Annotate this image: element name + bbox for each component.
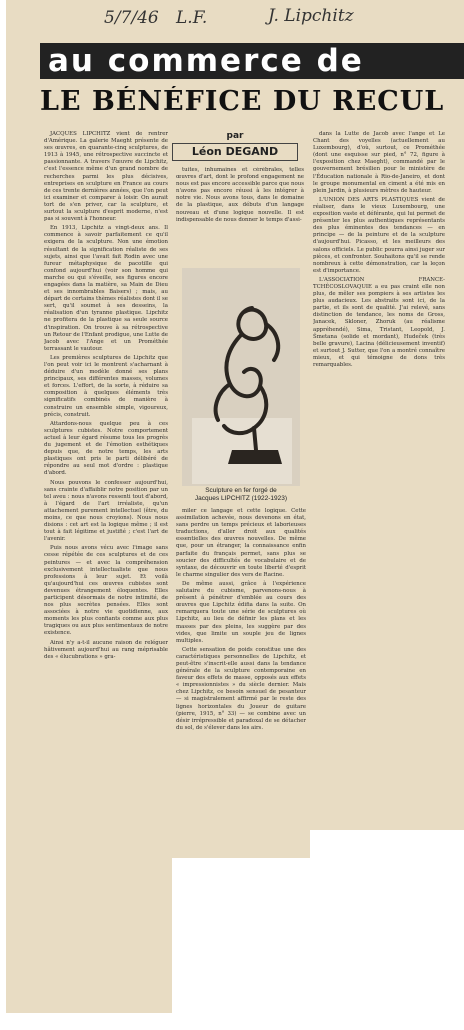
- section-banner: au commerce de: [40, 43, 464, 79]
- column-middle-bottom: [176, 508, 306, 854]
- column-middle-top: [176, 167, 304, 263]
- paragraph: tuites, inhumaines et cérébrales, telles œuvres d'art, dont le profond engagement ne nous est pas encore accessible parce que nous n'avons pas encore réussi à les intégrer à notre vie. Nous avons tous, dans le domaine de la plastique, aux débuts d'un langage nouveau et d'une logique nouvelle. Il est indispensable de nous donner le temps d'assi-: [176, 167, 304, 223]
- column-left: [44, 131, 168, 1006]
- paragraph: L'ASSOCIATION FRANCE-TCHÉCOSLOVAQUIE a eu pas craint elle non plus, de mêler ses pompiers à ses artistes les plus audacieux. Les abstraits sont ici, de la partie, et ils sont de qualité. J'ai relevé, sans distinction de tendance, les noms de Gross, Janacek, Skloner, Zhoruk (au réalisme appréhendé), Sima, Tristant, Leopold, J. Šmetana (solide et mordant), Hudeček (très belle gravure), Lacina (délicieusement inventif) et surtout J. Sutter, que l'on a montré connaître mieux, et qui témoigne de dons très remarquables.: [313, 276, 445, 368]
- paragraph: Puis nous avons vécu avec l'image sans cesse répétée de ces sculptures et de ces peintures — et avec la compréhension exclusivement intellectualiste que nous professions à leur sujet. Et voilà qu'aujourd'hui ces œuvres cubistes sont devenues étrangement éloquentes. Elles participent désormais de notre intimité, de nos plus secrètes pensées. Elles sont associées à notre vie quotidienne, aux moments les plus confiants comme aux plus tragiques ou aux plus sentimentaux de notre existence.: [44, 545, 168, 637]
- sculpture-photo: [182, 268, 300, 486]
- byline-par: par: [226, 131, 244, 141]
- handwritten-date: 5/7/46: [104, 8, 159, 28]
- paragraph: Ainsi n'y a-t-il aucune raison de reléguer hâtivement aujourd'hui au rang méprisable des « élucubrations » gra-: [44, 639, 168, 660]
- handwritten-subject: J. Lipchitz: [268, 6, 354, 26]
- column-right: [313, 131, 445, 527]
- caption-line: Sculpture en fer forgé de: [205, 487, 277, 494]
- handwritten-initials: L.F.: [176, 8, 208, 28]
- paragraph: Attardons-nous quelque peu à ces sculptures cubistes. Notre comportement actuel à leur égard résume tous les progrès du jugement et de l'émotion esthétiques depuis que, de notre temps, les arts plastiques ont pris le parti délibéré de répondre au seul mot d'ordre : plastique d'abord.: [44, 420, 168, 477]
- sculpture-illustration: [182, 268, 300, 486]
- paragraph: L'UNION DES ARTS PLASTIQUES vient de réaliser, dans le vieux Luxembourg, une exposition vaste et déférante, qui lui permet de présenter les plus authentiques représentants des plus éminentes des tendances — en principe — de la peinture et de la sculpture d'aujourd'hui. Picasso, et les meilleurs des salons officiels. Le public pourra ainsi juger sur pièces, et confronter. Souhaitons qu'il se rende nombreux à cette démonstration, car la leçon est d'importance.: [313, 196, 445, 274]
- paragraph: De même aussi, grâce à l'expérience salutaire du cubisme, parvenons-nous à présent à pénétrer d'emblée au cours des œuvres que Lipchitz édifia dans la suite. On remarquera toute une série de sculptures où Lipchitz, au lieu de définir les plans et les masses par des pleins, les suggère par des vides, que limite un souple jeu de lignes multiples.: [176, 580, 306, 644]
- paragraph: miler ce langage et cette logique. Cette assimilation achevée, nous devenons en état, sans perdre un temps précieux et laborieuses traductions, d'aller droit aux qualités essentielles des œuvres nouvelles. De même que, pour un étranger, la connaissance enfin parfaite du français permet, sans plus se soucier des difficultés de vocabulaire et de syntaxe, de découvrir en toute liberté d'esprit le charme singulier des vers de Racine.: [176, 508, 306, 578]
- byline: [172, 131, 298, 163]
- paragraph: Les premières sculptures de Lipchitz que l'on peut voir ici le montrent s'acharnant à déduire d'un modèle donné ses plans principaux, ses différentes masses, volumes et forces. L'effort, de la sorte, à réduire sa composition à quelques éléments très significatifs combinés de manière à construire un ensemble simple, vigoureux, précis, construit.: [44, 354, 168, 418]
- paragraph: JACQUES LIPCHITZ vient de rentrer d'Amérique. La galerie Maeght présente de ses œuvres, en quarante-cinq sculptures, de 1913 à 1945, une rétrospective succincte et passionnante. A travers l'œuvre de Lipchitz, c'est l'essence même d'un grand nombre de recherches parmi les plus décisives, entreprises en sculpture en France au cours de ces trente dernières années, que l'on peut ici examiner et comparer à loisir. On aurait tort de s'en priver, car la sculpture, et surtout la sculpture d'esprit moderne, n'est pas si souvent à l'honneur.: [44, 131, 168, 223]
- clipping-paper-cutout: [172, 830, 464, 1030]
- photo-caption: [180, 487, 302, 503]
- paragraph: dans la Lutte de Jacob avec l'ange et Le Chant des voyelles (actuellement au Luxembourg), d'où, surtout, ce Prométhée (dont une esquisse sur pied, n° 72, figure à l'exposition chez Maeght), commandé par le gouvernement brésilien pour le ministère de l'Éducation nationale à Rio-de-Janeiro, et dont le groupe monumental en ciment a été mis en plein Jardin, à plusieurs mètres de hauteur.: [313, 131, 445, 194]
- article-headline: LE BÉNÉFICE DU RECUL: [40, 86, 445, 117]
- paragraph: Nous pouvons le confesser aujourd'hui, sans crainte d'affaiblir notre position par un tel aveu : nous n'avons ressenti tout d'abord, à l'égard de l'art irréaliste, qu'un attachement purement intellectuel (être, du moins, ce que nous croyions). Nous nous disions : cet art est la logique même ; il est tout à fait légitime et justifié ; c'est l'art de l'avenir.: [44, 479, 168, 543]
- paragraph: En 1913, Lipchitz a vingt-deux ans. Il commence à savoir parfaitement ce qu'il exigera de la sculpture. Non une émotion résultant de la signification réaliste de ses sujets, ainsi que l'avait fait Rodin avec une fureur métaphysique de pacotille qui confond aujourd'hui (voir son homme qui marche ou qui s'éveille, ses figures encore engagées dans la matière, sa Main de Dieu et ses innombrables Baisers) ; mais, au départ de certains thèmes réalistes dont il se sert, qu'il soumet à ses desseins, la réalisation d'un tyranne plastique. Lipchitz ne profitera de la plastique sa seule source d'inspiration. On trouve à sa rétrospective un Retour de l'Enfant prodigue, une Lutte de Jacob avec l'Ange et un Prométhée terrassant le vautour.: [44, 225, 168, 352]
- paragraph: Cette sensation de poids constitue une des caractéristiques personnelles de Lipchitz, et peut-être s'inscrit-elle aussi dans la tendance générale de la sculpture contemporaine en faveur des effets de masse, opposés aux effets « impressionnistes » du siècle dernier. Mais chez Lipchitz, ce besoin sensuel de pesanteur — si magistralement affirmé par le reste des lignes horizontales du Joueur de guitare (pierre, 1915, n° 33) — se combine avec un désir irrépressible et paradoxal de se détacher du sol, de s'élever dans les airs.: [176, 646, 306, 731]
- byline-author: Léon DEGAND: [172, 143, 298, 161]
- caption-line: Jacques LIPCHITZ (1922-1923): [194, 495, 288, 502]
